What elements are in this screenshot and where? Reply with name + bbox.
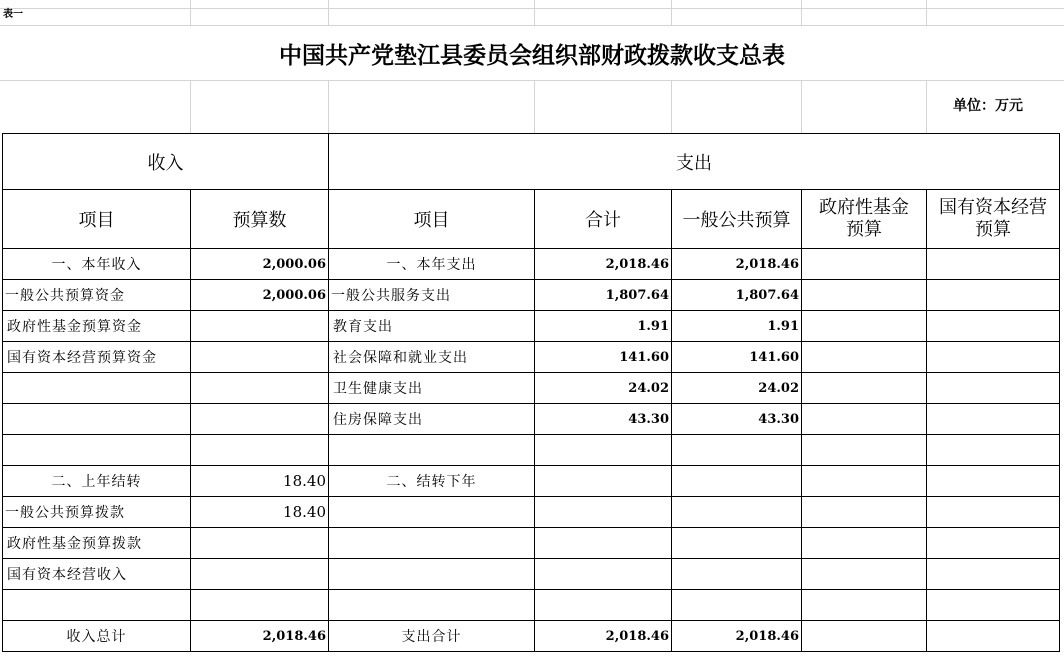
header-general-budget: 一般公共预算 bbox=[682, 210, 791, 231]
expense-item-cell: 一、本年支出 bbox=[386, 257, 477, 273]
header-gov-fund bbox=[802, 190, 926, 248]
expense-item-cell: 卫生健康支出 bbox=[333, 381, 423, 397]
income-total-value: 2,018.46 bbox=[262, 628, 326, 644]
table-border bbox=[2, 651, 1060, 652]
table-border bbox=[1059, 133, 1060, 652]
income-value-cell: 18.40 bbox=[283, 503, 326, 521]
gridline bbox=[0, 8, 1064, 9]
unit-label: 单位：万元 bbox=[953, 98, 1023, 114]
gridline bbox=[801, 0, 802, 25]
gridline bbox=[190, 0, 191, 25]
gridline bbox=[926, 0, 927, 25]
expense-general-cell: 2,018.46 bbox=[735, 256, 799, 272]
header-gov-fund-line1: 政府性基金 bbox=[819, 197, 909, 219]
expense-total-label: 支出合计 bbox=[401, 629, 462, 645]
income-value-cell: 2,000.06 bbox=[262, 287, 326, 303]
gridline bbox=[328, 80, 329, 133]
header-expense-item: 项目 bbox=[413, 210, 450, 231]
header-budget: 预算数 bbox=[232, 210, 287, 231]
expense-item-cell: 一般公共服务支出 bbox=[331, 288, 451, 304]
expense-item-cell: 二、结转下年 bbox=[386, 474, 477, 490]
income-item-cell: 政府性基金预算资金 bbox=[7, 319, 142, 335]
gridline bbox=[801, 80, 802, 133]
header-income-item: 项目 bbox=[78, 210, 115, 231]
table-title: 中国共产党垫江县委员会组织部财政拨款收支总表 bbox=[279, 41, 785, 69]
income-value-cell: 18.40 bbox=[283, 472, 326, 490]
income-item-cell: 二、上年结转 bbox=[51, 474, 142, 490]
gridline bbox=[534, 0, 535, 25]
expense-total-cell: 141.60 bbox=[619, 349, 669, 365]
header-expense: 支出 bbox=[676, 152, 712, 174]
gridline bbox=[0, 25, 1064, 26]
income-item-cell: 一般公共预算拨款 bbox=[5, 505, 125, 521]
expense-item-cell: 社会保障和就业支出 bbox=[333, 350, 468, 366]
header-income: 收入 bbox=[147, 152, 184, 174]
gridline bbox=[926, 80, 927, 133]
table-border bbox=[2, 434, 1060, 435]
income-item-cell: 国有资本经营收入 bbox=[7, 567, 127, 583]
income-item-cell: 一般公共预算资金 bbox=[5, 288, 125, 304]
expense-general-cell: 43.30 bbox=[758, 411, 799, 427]
income-item-cell: 一、本年收入 bbox=[51, 257, 142, 273]
expense-item-cell: 住房保障支出 bbox=[333, 412, 423, 428]
expense-general-cell: 1.91 bbox=[767, 318, 799, 334]
gridline bbox=[671, 80, 672, 133]
income-item-cell: 国有资本经营预算资金 bbox=[7, 350, 157, 366]
expense-general-cell: 141.60 bbox=[749, 349, 799, 365]
header-gov-fund-line2: 预算 bbox=[846, 219, 882, 240]
income-item-cell: 政府性基金预算拨款 bbox=[7, 536, 142, 552]
expense-general-cell: 1,807.64 bbox=[735, 287, 799, 303]
expense-total-cell: 24.02 bbox=[628, 380, 669, 396]
header-state-capital-line2: 预算 bbox=[975, 219, 1011, 240]
income-value-cell: 2,000.06 bbox=[262, 256, 326, 272]
header-state-capital bbox=[927, 190, 1059, 248]
income-total-label: 收入总计 bbox=[66, 629, 127, 645]
header-state-capital-line1: 国有资本经营 bbox=[939, 197, 1047, 219]
gridline bbox=[328, 0, 329, 25]
expense-grand-total: 2,018.46 bbox=[605, 628, 669, 644]
expense-item-cell: 教育支出 bbox=[333, 319, 393, 335]
gridline bbox=[0, 80, 1064, 81]
gridline bbox=[190, 80, 191, 133]
expense-general-cell: 24.02 bbox=[758, 380, 799, 396]
sheet-label: 表一 bbox=[3, 9, 23, 20]
expense-total-cell: 1,807.64 bbox=[605, 287, 669, 303]
table-border bbox=[926, 189, 927, 652]
expense-general-total: 2,018.46 bbox=[735, 628, 799, 644]
expense-total-cell: 43.30 bbox=[628, 411, 669, 427]
header-total: 合计 bbox=[585, 210, 621, 231]
gridline bbox=[534, 80, 535, 133]
table-border bbox=[2, 589, 1060, 590]
expense-total-cell: 2,018.46 bbox=[605, 256, 669, 272]
gridline bbox=[671, 0, 672, 25]
expense-total-cell: 1.91 bbox=[637, 318, 669, 334]
table-border bbox=[801, 189, 802, 652]
